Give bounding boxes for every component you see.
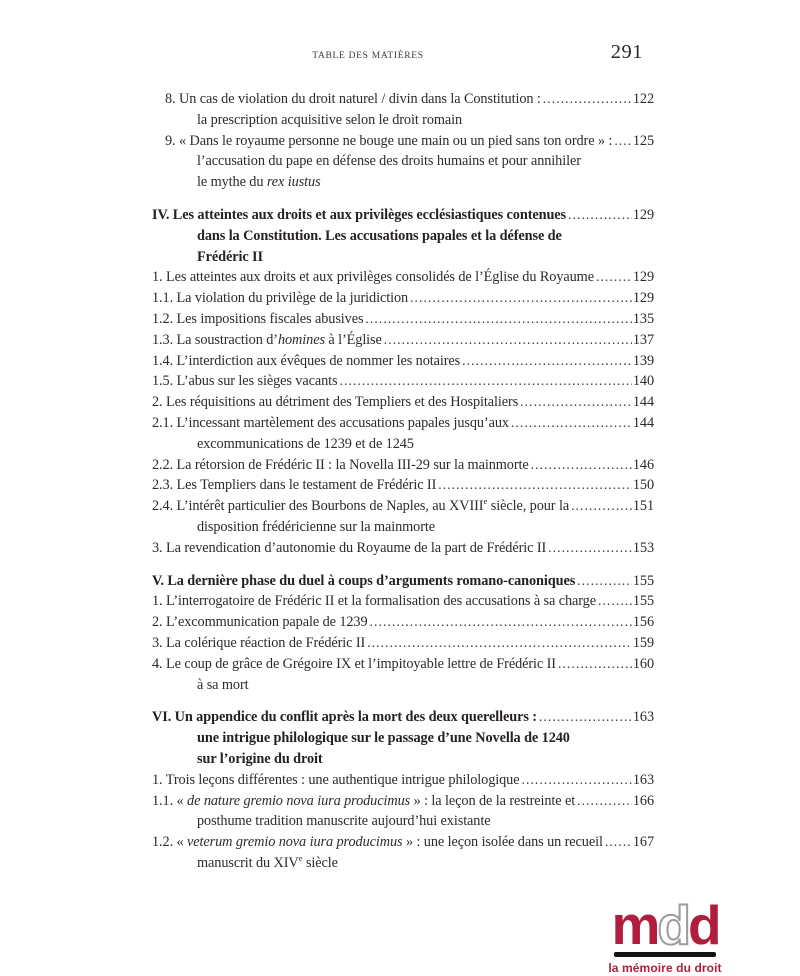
toc-entry — [152, 288, 654, 309]
toc-text-segment: 1.4. L’interdiction aux évêques de nommer les notaires — [152, 352, 461, 369]
toc-entry — [152, 475, 654, 496]
toc-text-segment: 3. La revendication d’autonomie du Royaume de la part de Frédéric II — [152, 539, 547, 556]
dot-leader — [337, 371, 631, 392]
toc-continuation-line — [152, 811, 654, 832]
toc-text-segment: 8. Un cas de violation du droit naturel / divin dans la Constitution : — [165, 91, 541, 107]
toc-text-segment: 3. La colérique réaction de Frédéric II — [152, 634, 366, 651]
dot-leader — [575, 791, 632, 812]
toc-text-segment: une intrigue philologique sur le passage d’une Novella de 1240 — [197, 730, 570, 747]
toc-continuation-line — [152, 675, 654, 696]
toc-entry — [152, 309, 654, 330]
toc-entry-title — [152, 707, 537, 728]
toc-text-segment: » : la leçon de la restreinte et — [410, 792, 576, 809]
toc-text-segment: 2.2. La rétorsion de Frédéric II : la Novella III-29 sur la mainmorte — [152, 456, 529, 473]
toc-page-number: 156 — [632, 614, 654, 631]
toc-text-segment: 9. « Dans le royaume personne ne bouge une main ou un pied sans ton ordre » : — [165, 132, 613, 149]
toc-text-segment: » : une leçon isolée dans un recueil — [402, 834, 603, 851]
toc-text-segment: manuscrit du XIV — [197, 854, 299, 871]
toc-page-number: 122 — [632, 91, 654, 107]
toc-entry — [152, 612, 654, 633]
toc-page-number: 153 — [632, 539, 654, 556]
toc-text-segment: siècle, pour la — [487, 498, 570, 515]
toc-entry — [152, 371, 654, 392]
toc-entry — [152, 654, 654, 696]
toc-entry-title — [152, 612, 368, 633]
toc-entry — [152, 455, 654, 476]
toc-page-number: 160 — [632, 655, 654, 672]
toc-text-segment: e — [298, 853, 303, 864]
toc-entry-title — [152, 633, 365, 654]
toc-continuation-line — [152, 853, 654, 874]
toc-text-segment: homines — [277, 331, 325, 348]
toc-text-segment: 1. Les atteintes aux droits et aux privilèges consolidés de l’Église du Royaume — [152, 269, 594, 286]
toc-page-number: 140 — [632, 373, 654, 390]
folio-page-number: 291 — [610, 41, 643, 63]
dot-leader — [436, 475, 632, 496]
toc-text-segment: dans la Constitution. Les accusations papales et la défense de — [197, 227, 562, 244]
toc-entry-title — [152, 205, 566, 226]
toc-text-segment: 1.2. « — [152, 834, 188, 851]
toc-entry-title — [152, 571, 575, 592]
toc-section-entry — [152, 571, 654, 592]
toc-page-number: 129 — [632, 269, 654, 286]
toc-entry-title — [152, 455, 529, 476]
dot-leader — [575, 571, 632, 592]
toc-page-number: 167 — [632, 834, 654, 851]
toc-entry-title — [152, 288, 408, 309]
toc-entry — [152, 538, 654, 559]
toc-entry-title — [152, 309, 363, 330]
toc-page-number: 155 — [632, 572, 654, 589]
toc-text-segment: 2. L’excommunication papale de 1239 — [152, 614, 368, 631]
dot-leader — [594, 267, 632, 288]
toc-page-number: 135 — [632, 310, 654, 327]
toc-entry — [152, 832, 654, 874]
toc-entry-title — [152, 330, 382, 351]
dot-leader — [566, 205, 632, 226]
toc-text-segment: 1. Trois leçons différentes : une authentique intrigue philologique — [152, 771, 520, 788]
toc-entry — [152, 392, 654, 413]
logo-letter-solid: d — [687, 894, 719, 956]
toc-continuation-line — [152, 247, 654, 268]
toc-entry — [152, 330, 654, 351]
toc-text-segment: à l’Église — [324, 331, 382, 348]
toc-text-segment: V. La dernière phase du duel à coups d’arguments romano-canoniques — [152, 572, 576, 589]
toc-entry — [152, 496, 654, 538]
toc-entry-title — [152, 832, 603, 853]
dot-leader — [460, 351, 632, 372]
toc-page-number: 137 — [632, 331, 654, 348]
toc-text-segment: VI. Un appendice du conflit après la mort des deux querelleurs : — [152, 709, 537, 726]
toc-entry-title — [152, 475, 436, 496]
toc-text-segment: 2.1. L’incessant martèlement des accusations papales jusqu’aux — [152, 414, 509, 431]
logo-letter-solid: m — [611, 894, 658, 956]
toc-text-segment: excommunications de 1239 et de 1245 — [197, 435, 414, 452]
toc-entry — [152, 591, 654, 612]
dot-leader — [368, 612, 632, 633]
publisher-logo — [603, 894, 727, 975]
toc-entry — [152, 413, 654, 455]
toc-continuation-line — [152, 226, 654, 247]
toc-entry — [152, 267, 654, 288]
dot-leader — [518, 392, 632, 413]
toc-text-segment: e — [483, 496, 488, 507]
toc-entry-title — [152, 267, 594, 288]
toc-text-segment: de nature gremio nova iura producimus — [187, 792, 411, 809]
logo-word-mdd — [603, 894, 727, 956]
dot-leader — [556, 654, 632, 675]
toc-text-segment: 4. Le coup de grâce de Grégoire IX et l’impitoyable lettre de Frédéric II — [152, 655, 556, 672]
toc-page-number: 150 — [632, 477, 654, 494]
toc-text-segment: 1. L’interrogatoire de Frédéric II et la formalisation des accusations à sa charge — [152, 593, 596, 610]
toc-page-number: 144 — [632, 414, 654, 431]
toc-entry-title — [152, 591, 596, 612]
toc-entry-title — [152, 351, 460, 372]
toc-page-number: 144 — [632, 394, 654, 411]
toc-text-segment: 1.1. La violation du privilège de la juridiction — [152, 290, 409, 307]
dot-leader — [509, 413, 632, 434]
toc-continuation-line — [152, 434, 654, 455]
toc-text-segment: l’accusation du pape en défense des droits humains et pour annihiler — [197, 153, 581, 170]
dot-leader — [519, 770, 631, 791]
toc-page-number: 129 — [632, 206, 654, 223]
dot-leader — [408, 288, 632, 309]
toc-entry-title — [152, 371, 337, 392]
toc-text-segment: posthume tradition manuscrite aujourd’hui existante — [197, 813, 491, 830]
dot-leader — [603, 832, 632, 853]
dot-leader — [569, 496, 632, 517]
toc-text-segment: Frédéric II — [197, 248, 263, 265]
dot-leader — [546, 538, 632, 559]
toc-section-entry — [152, 205, 654, 267]
dot-leader — [537, 707, 632, 728]
dot-leader — [363, 309, 631, 330]
toc-entry-title — [165, 89, 541, 110]
toc-text-segment: à sa mort — [197, 676, 249, 693]
dot-leader — [596, 591, 632, 612]
toc-page-number: 139 — [632, 352, 654, 369]
toc-entry-title — [165, 131, 612, 152]
toc-entry-title — [152, 496, 569, 517]
toc-continuation-line — [152, 517, 654, 538]
toc-text-segment: veterum gremio nova iura producimus — [187, 834, 403, 851]
toc-continuation-line — [152, 151, 654, 172]
toc-entry-title — [152, 791, 575, 812]
toc-continuation-line — [152, 110, 654, 131]
toc-page-number: 151 — [632, 498, 654, 515]
toc-section-entry — [152, 707, 654, 769]
toc-entry — [152, 131, 654, 193]
toc-page-number: 155 — [632, 593, 654, 610]
toc-text-segment: sur l’origine du droit — [197, 750, 323, 767]
toc-list — [152, 89, 654, 874]
dot-leader — [612, 131, 632, 152]
toc-continuation-line — [152, 749, 654, 770]
running-head: TABLE DES MATIÈRES — [312, 51, 424, 61]
logo-tagline: la mémoire du droit — [608, 961, 722, 975]
toc-entry — [152, 351, 654, 372]
toc-text-segment: la prescription acquisitive selon le droit romain — [197, 111, 463, 128]
toc-entry-title — [152, 770, 519, 791]
toc-entry-title — [152, 538, 546, 559]
toc-text-segment: siècle — [302, 854, 338, 871]
toc-text-segment: disposition frédéricienne sur la mainmorte — [197, 518, 435, 535]
toc-entry — [152, 633, 654, 654]
toc-text-segment: 2.3. Les Templiers dans le testament de Frédéric II — [152, 477, 437, 494]
toc-text-segment: 2.4. L’intérêt particulier des Bourbons de Naples, au XVIII — [152, 498, 484, 515]
toc-entry — [152, 89, 654, 131]
toc-entry-title — [152, 654, 556, 675]
toc-page-number: 146 — [632, 456, 654, 473]
toc-text-segment: 1.2. Les impositions fiscales abusives — [152, 310, 364, 327]
toc-text-segment: le mythe du — [197, 174, 267, 191]
dot-leader — [382, 330, 632, 351]
toc-page-number: 129 — [632, 290, 654, 307]
toc-continuation-line — [152, 172, 654, 193]
toc-page-number: 163 — [632, 771, 654, 788]
toc-entry — [152, 791, 654, 833]
dot-leader — [529, 455, 632, 476]
toc-text-segment: IV. Les atteintes aux droits et aux privilèges ecclésiastiques contenues — [152, 206, 567, 223]
toc-page-number: 163 — [632, 709, 654, 726]
toc-text-segment: 1.3. La soustraction d’ — [152, 331, 278, 348]
dot-leader — [541, 89, 632, 110]
toc-continuation-line — [152, 728, 654, 749]
toc-text-segment: 1.5. L’abus sur les sièges vacants — [152, 373, 338, 390]
toc-page-number: 166 — [632, 792, 654, 809]
toc-page-number: 125 — [632, 132, 654, 149]
logo-letter-outline: d — [657, 894, 688, 956]
toc-entry — [152, 770, 654, 791]
toc-page-number: 159 — [632, 634, 654, 651]
toc-entry-title — [152, 392, 518, 413]
toc-entry-title — [152, 413, 509, 434]
toc-text-segment: 1.1. « — [152, 792, 188, 809]
toc-text-segment: 2. Les réquisitions au détriment des Templiers et des Hospitaliers — [152, 394, 519, 411]
toc-text-segment: rex iustus — [266, 174, 321, 191]
dot-leader — [365, 633, 632, 654]
